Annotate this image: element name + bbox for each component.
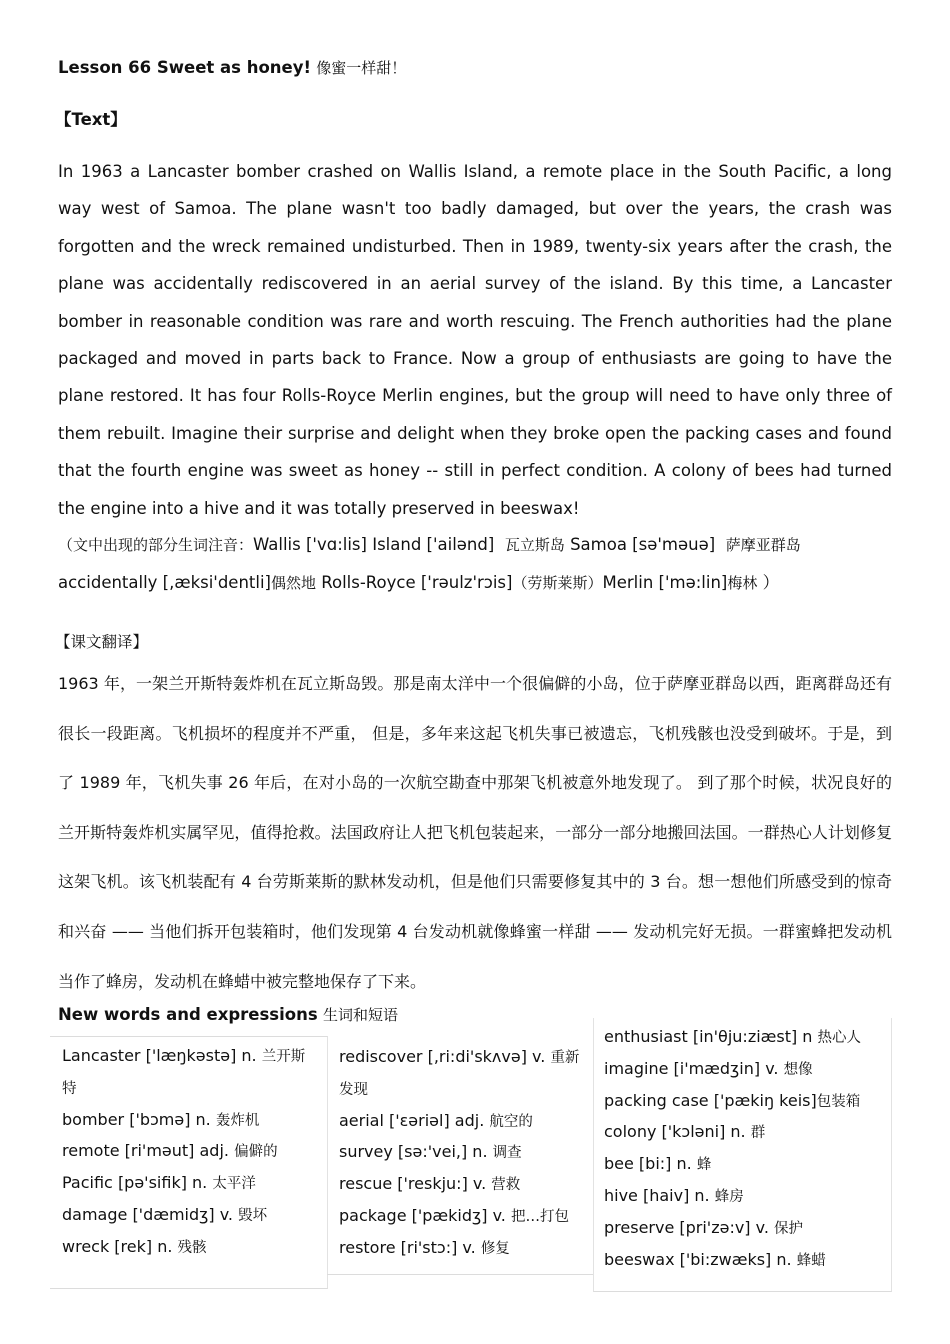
- vocab-heading: [58, 1004, 398, 1025]
- vocab-entry: damage ['dæmidʒ] v. 毁坏: [62, 1204, 268, 1224]
- note-merlin: Merlin ['mə:lin]: [602, 573, 728, 593]
- note-rolls-cn: （劳斯莱斯）: [512, 574, 603, 593]
- note-wallis-cn: 瓦立斯岛: [504, 536, 565, 554]
- translation-block: [58, 659, 892, 1006]
- note-samoa-cn: 萨摩亚群岛: [725, 536, 801, 554]
- vocab-entry: hive [haiv] n. 蜂房: [604, 1185, 744, 1205]
- lesson-text: [58, 153, 892, 527]
- note-rolls: Rolls-Royce ['rəulz'rɔis]: [321, 573, 513, 593]
- vocab-entry: Pacific [pə'sifik] n. 太平洋: [62, 1173, 256, 1193]
- vocab-entry: wreck [rek] n. 残骸: [62, 1236, 207, 1256]
- translation-paragraph: 1963 年，一架兰开斯特轰炸机在瓦立斯岛毁。那是南太洋中一个很偏僻的小岛，位于萨摩亚群岛以西，距离群岛还有很长一段距离。飞机损坏的程度并不严重， 但是，多年来这起飞机失事已被遗忘，飞机残骸也没受到破坏。于是，到了 1989 年，飞机失事 26 年后，在对小岛的一次航空勘查中那架飞机被意外地发现了。 到了那个时候，状况良好的兰开斯特轰炸机实属罕见，值得抢救。法国政府让人把飞机包装起来，一部分一部分地搬回法国。一群热心人计划修复这架飞机。该飞机装配有 4 台劳斯莱斯的默林发动机，但是他们只需要修复其中的 3 台。想一想他们所感受到的惊奇和兴奋 —— 当他们拆开包装箱时，他们发现第 4 台发动机就像蜂蜜一样甜 —— 发动机完好无损。一群蜜蜂把发动机当作了蜂房，发动机在蜂蜡中被完整地保存了下来。: [58, 674, 892, 991]
- note-samoa: Samoa [sə'məuə]: [570, 535, 716, 554]
- text-paragraph: In 1963 a Lancaster bomber crashed on Wallis Island, a remote place in the South Pacific, a long way west of Samoa. The plane wasn't too badly damaged, but over the years, the crash was forgotten and the wreck remained undisturbed. Then in 1989, twenty-six years after the crash, the plane was accidentally rediscovered in an aerial survey of the island. By this time, a Lancaster bomber in reasonable condition was rare and worth rescuing. The French authorities had the plane packaged and moved in parts back to France. Now a group of enthusiasts are going to have the plane restored. It has four Rolls-Royce Merlin engines, but the group will need to have only three of them rebuilt. Imagine their surprise and delight when they broke open the packing cases and found that the fourth engine was sweet as honey -- still in perfect condition. A colony of bees had turned the engine into a hive and it was totally preserved in beeswax!: [58, 162, 892, 518]
- note-accidentally-cn: 偶然地: [271, 574, 317, 593]
- vocab-entry: packing case ['pækiŋ keis]包装箱: [604, 1090, 861, 1110]
- vocab-entry: rediscover [,ri:di'skʌvə] v. 重新发现: [339, 1047, 580, 1098]
- vocab-entry: enthusiast [in'θju:ziæst] n 热心人: [604, 1027, 862, 1046]
- vocab-entry: rescue ['reskju:] v. 营救: [339, 1174, 521, 1194]
- vocab-entry: imagine [i'mædʒin] v. 想像: [604, 1058, 813, 1078]
- vocab-heading-chinese: 生词和短语: [322, 1006, 398, 1024]
- notes-open: （文中出现的部分生词注音：: [58, 536, 254, 554]
- note-merlin-cn: 梅林: [727, 574, 758, 593]
- vocab-column-3: [593, 1018, 892, 1292]
- translation-heading: 【课文翻译】: [55, 633, 149, 651]
- note-accidentally: accidentally [,æksi'dentli]: [58, 573, 271, 593]
- lesson-title-english: Lesson 66 Sweet as honey!: [58, 58, 312, 77]
- vocab-entry: beeswax ['bi:zwæks] n. 蜂蜡: [604, 1249, 826, 1269]
- vocab-column-1: [50, 1036, 328, 1289]
- vocab-entry: bee [bi:] n. 蜂: [604, 1154, 712, 1174]
- note-wallis: Wallis ['vɑ:lis] Island ['ailənd]: [253, 535, 495, 554]
- vocab-entry: restore [ri'stɔ:] v. 修复: [339, 1237, 510, 1257]
- lesson-title-chinese: 像蜜一样甜！: [316, 59, 407, 77]
- vocab-entry: preserve [pri'zə:v] v. 保护: [604, 1217, 804, 1237]
- notes-close: ）: [762, 573, 780, 593]
- vocab-column-2: [327, 1036, 594, 1275]
- vocab-entry: aerial ['ɛəriəl] adj. 航空的: [339, 1110, 533, 1130]
- text-heading: 【Text】: [55, 110, 127, 129]
- lesson-title: [58, 57, 406, 78]
- pronunciation-notes: [58, 526, 892, 603]
- vocab-entry: survey [sə:'vei,] n. 调查: [339, 1142, 522, 1162]
- vocab-heading-english: New words and expressions: [58, 1005, 318, 1024]
- vocab-entry: Lancaster ['læŋkəstə] n. 兰开斯特: [62, 1046, 306, 1097]
- vocab-entry: package ['pækidʒ] v. 把…打包: [339, 1205, 569, 1225]
- vocab-entry: remote [ri'məut] adj. 偏僻的: [62, 1141, 278, 1161]
- vocab-entry: bomber ['bɔmə] n. 轰炸机: [62, 1109, 260, 1129]
- vocab-entry: colony ['kɔləni] n. 群: [604, 1122, 766, 1142]
